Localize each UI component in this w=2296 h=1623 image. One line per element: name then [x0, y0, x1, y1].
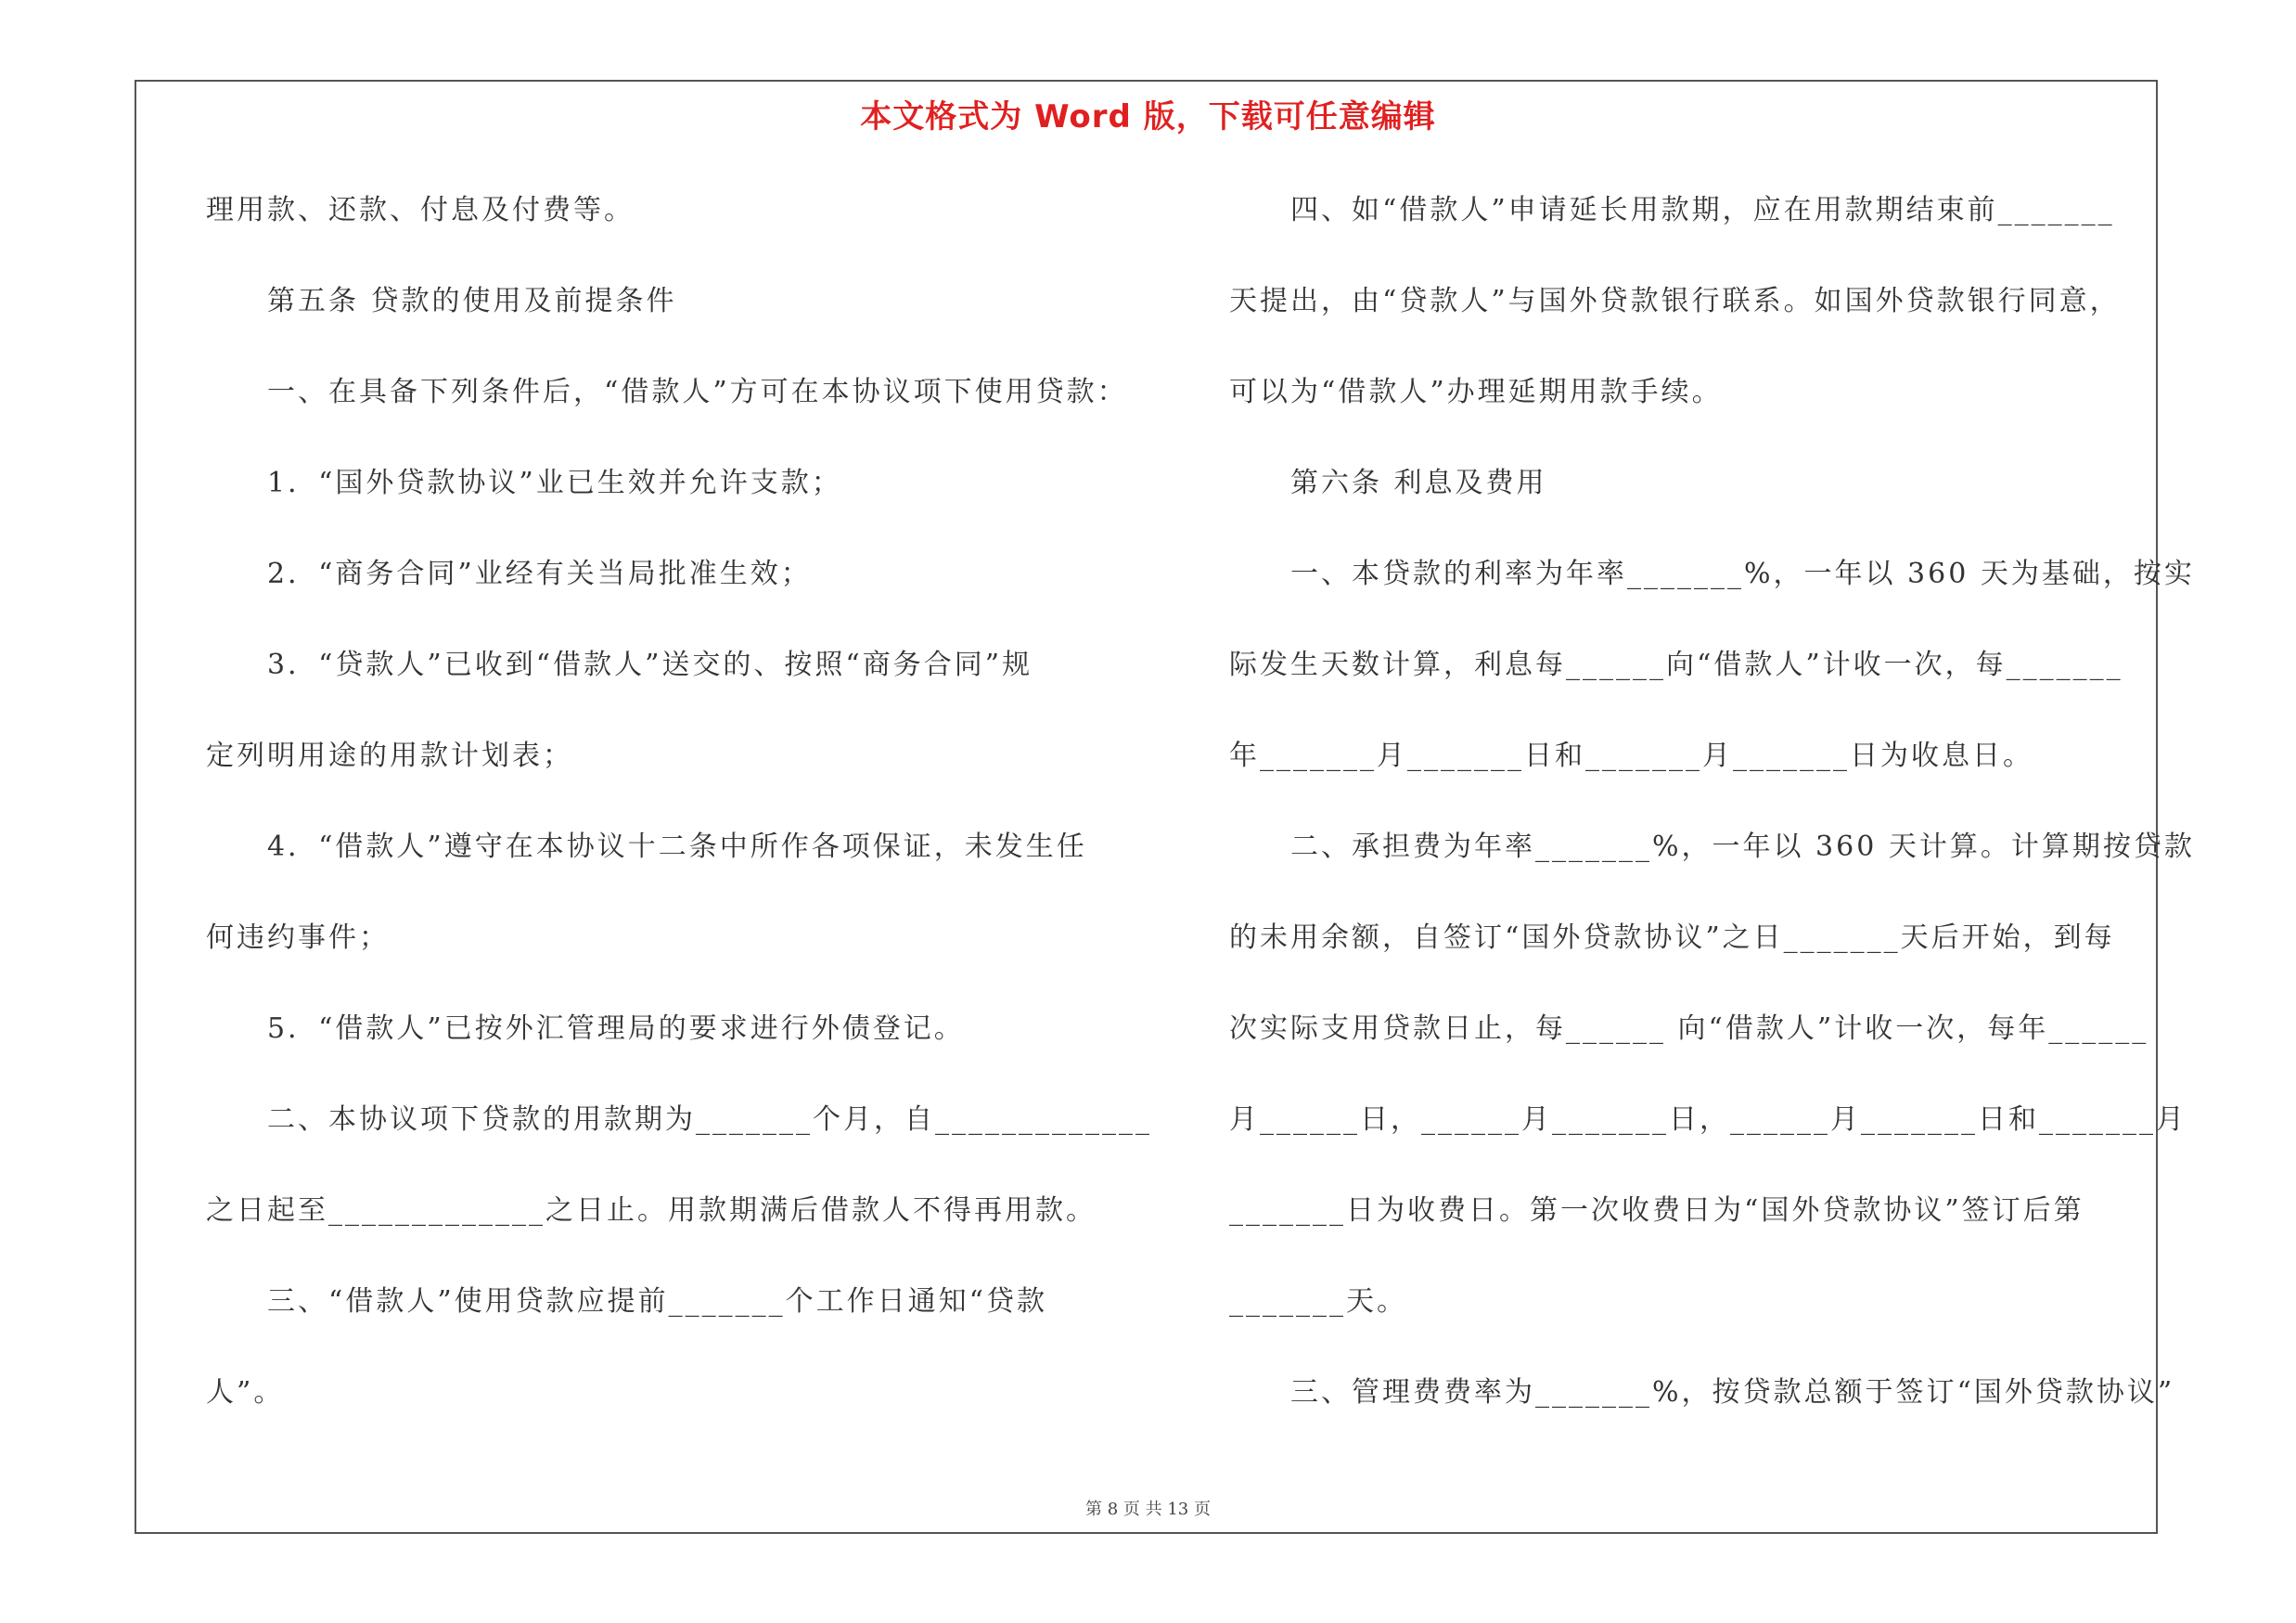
text-line: 4．“借款人”遵守在本协议十二条中所作各项保证，未发生任: [267, 831, 1087, 863]
text-line: 的未用余额，自签订“国外贷款协议”之日_______天后开始，到每: [1229, 921, 2115, 954]
text-line: 际发生天数计算，利息每______向“借款人”计收一次，每_______: [1229, 649, 2123, 681]
text-line: 四、如“借款人”申请延长用款期，应在用款期结束前_______: [1290, 194, 2115, 226]
text-line: 一、在具备下列条件后，“借款人”方可在本协议项下使用贷款：: [267, 376, 1128, 408]
text-line: 何违约事件；: [206, 921, 390, 954]
text-line: 2．“商务合同”业经有关当局批准生效；: [267, 558, 812, 590]
left-column: [206, 181, 1152, 1454]
text-line: 5．“借款人”已按外汇管理局的要求进行外债登记。: [267, 1012, 965, 1045]
text-line: 理用款、还款、付息及付费等。: [206, 194, 635, 226]
text-line: 定列明用途的用款计划表；: [206, 740, 573, 772]
text-line: 三、“借款人”使用贷款应提前_______个工作日通知“贷款: [267, 1285, 1048, 1318]
text-line: 三、管理费费率为_______%，按贷款总额于签订“国外贷款协议”: [1290, 1376, 2175, 1409]
text-line: 天提出，由“贷款人”与国外贷款银行联系。如国外贷款银行同意，: [1229, 285, 2121, 317]
text-line: 年_______月_______日和_______月_______日为收息日。: [1229, 740, 2033, 772]
text-line: _______日为收费日。第一次收费日为“国外贷款协议”签订后第: [1229, 1194, 2084, 1227]
text-line: 第五条 贷款的使用及前提条件: [267, 285, 677, 317]
text-line: 1．“国外贷款协议”业已生效并允许支款；: [267, 467, 842, 499]
text-line: 二、承担费为年率_______%，一年以 360 天计算。计算期按贷款: [1290, 831, 2195, 863]
text-line: 第六条 利息及费用: [1290, 467, 1547, 499]
text-line: 次实际支用贷款日止，每______ 向“借款人”计收一次，每年______: [1229, 1012, 2149, 1045]
text-line: 月______日，______月_______日，______月_______日和_______月: [1229, 1103, 2187, 1136]
text-line: _______天。: [1229, 1285, 1407, 1318]
text-line: 二、本协议项下贷款的用款期为_______个月，自_____________: [267, 1103, 1152, 1136]
right-column: [1229, 181, 2195, 1454]
text-line: 之日起至_____________之日止。用款期满后借款人不得再用款。: [206, 1194, 1097, 1227]
text-line: 一、本贷款的利率为年率_______%，一年以 360 天为基础，按实: [1290, 558, 2195, 590]
text-line: 人”。: [206, 1376, 285, 1409]
text-line: 可以为“借款人”办理延期用款手续。: [1229, 376, 1723, 408]
format-banner: 本文格式为 Word 版，下载可任意编辑: [860, 98, 1436, 135]
text-line: 3．“贷款人”已收到“借款人”送交的、按照“商务合同”规: [267, 649, 1033, 681]
page-footer: 第 8 页 共 13 页: [1085, 1500, 1211, 1519]
